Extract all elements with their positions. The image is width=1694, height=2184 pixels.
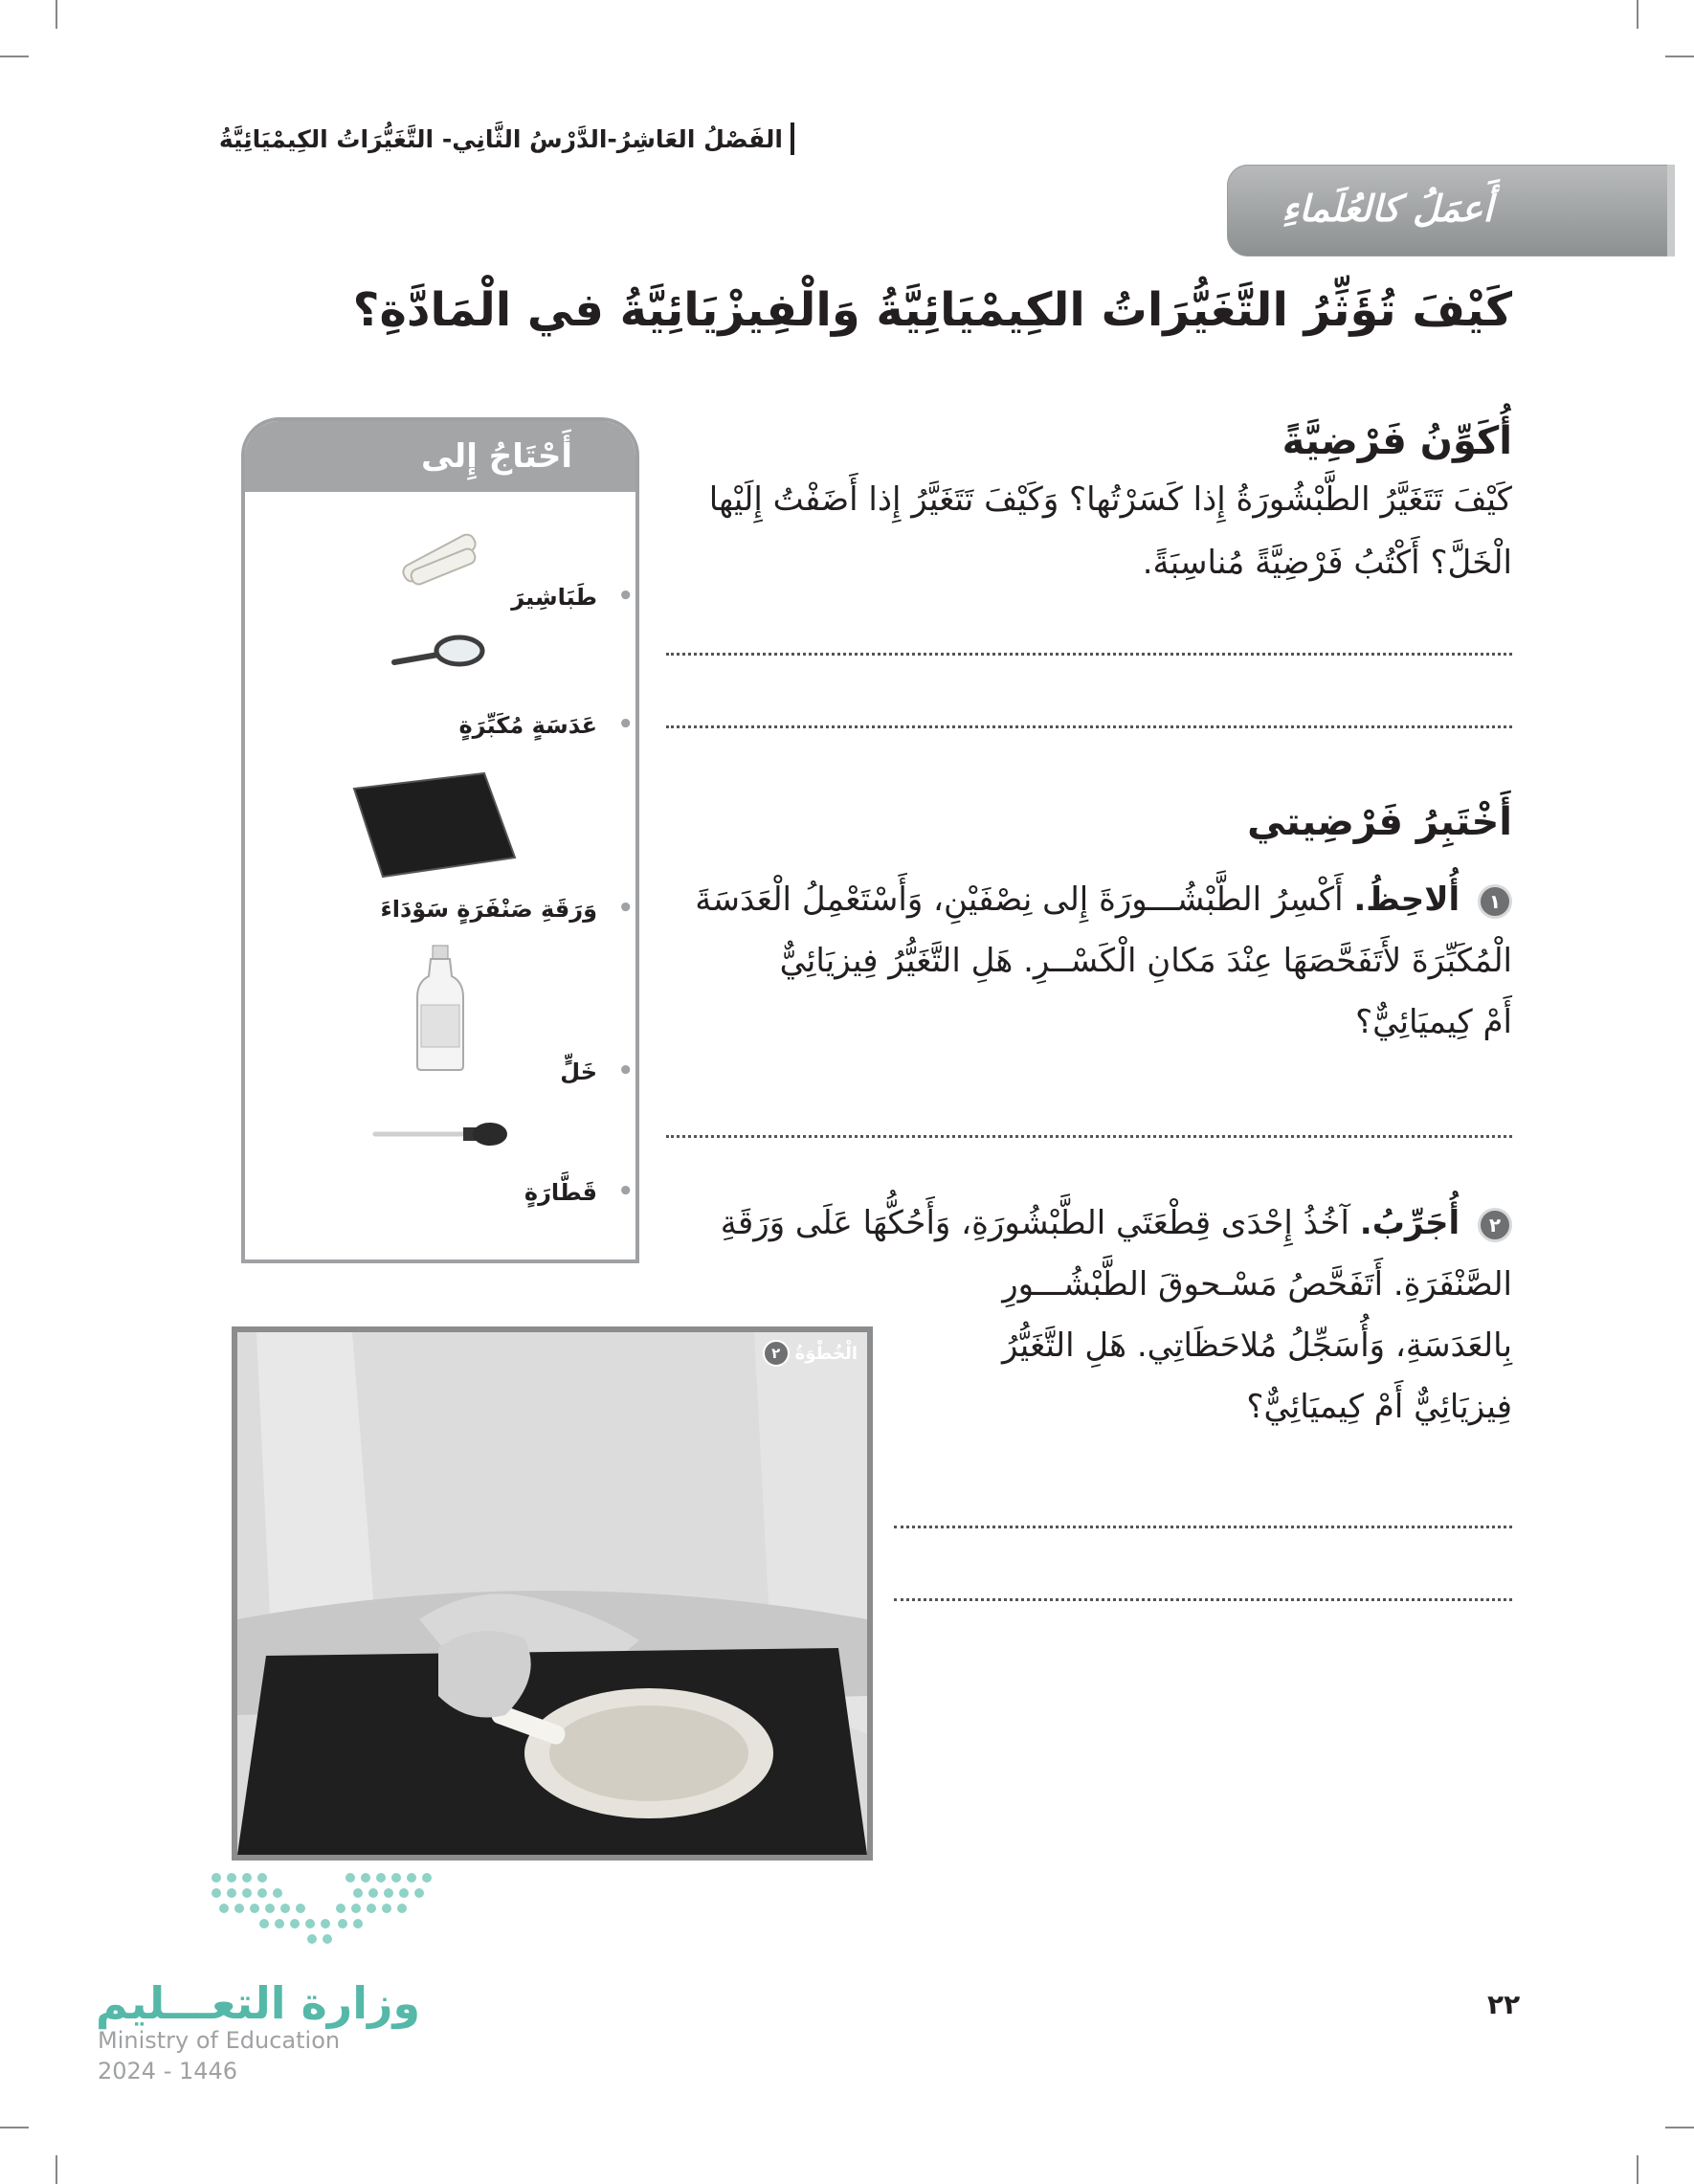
crop-mark	[1665, 56, 1694, 57]
step-1	[632, 869, 1512, 1053]
step-1-line-3: أَمْ كِيميَائِيٌّ؟	[1355, 1003, 1512, 1041]
page-number: ٢٢	[1487, 1989, 1521, 2020]
step-2-line-4: فِيزيَائِيٌّ أَمْ كِيميَائِيٌّ؟	[1246, 1388, 1512, 1426]
step-1-verb: أُلاحِظُ.	[1353, 880, 1460, 919]
hypothesis-line-1: كَيْفَ تَتَغَيَّرُ الطَّبْشُورَةُ إِذا كَسَرْتُها؟ وَكَيْفَ تَتَغَيَّرُ إِذا أَضَفْتُ إِلَيْها	[708, 480, 1512, 519]
crop-mark	[1637, 0, 1638, 29]
materials-box	[241, 417, 639, 1263]
step-number-badge: ٢	[1478, 1208, 1512, 1242]
test-heading: أَخْتَبِرُ فَرْضِيتي	[1247, 800, 1512, 844]
material-item: • عَدَسَةٍ مُكَبِّرَةٍ	[459, 712, 597, 739]
step-1-line-1	[632, 869, 1512, 930]
step-badge	[763, 1340, 858, 1367]
ministry-name-ar: وزارة التعـــليم	[96, 1977, 421, 2029]
step-2-verb: أُجَرِّبُ.	[1359, 1204, 1460, 1242]
ministry-name-en: Ministry of Education	[98, 2027, 341, 2054]
step-2-line-1	[632, 1192, 1512, 1254]
sandpaper-icon	[350, 769, 519, 880]
step-1-line-2: الْمُكَبِّرَةَ لأَتَفَحَّصَهَا عِنْدَ مَكانِ الْكَسْــرِ. هَلِ التَّغَيُّرُ فِيزيَائِيٌّ	[779, 942, 1512, 980]
ministry-dots-icon	[207, 1864, 456, 1960]
section-banner	[1227, 165, 1675, 256]
page-title: كَيْفَ تُؤَثِّرُ التَّغَيُّرَاتُ الكِيمْيَائِيَّةُ وَالْفِيزْيَائِيَّةُ في الْمَادَّةِ؟	[352, 283, 1512, 337]
crop-mark	[0, 56, 29, 57]
answer-line[interactable]	[666, 725, 1512, 728]
materials-heading: أَحْتَاجُ إِلى	[245, 421, 635, 492]
crop-mark	[56, 0, 57, 29]
step-2-text-1: آخُذُ إِحْدَى قِطْعَتَي الطَّبْشُورَةِ، وَأَحُكُّهَا عَلَى وَرَقَةِ	[720, 1204, 1349, 1242]
hypothesis-heading: أُكَوِّنُ فَرْضِيَّةً	[1282, 419, 1512, 463]
hypothesis-line-2: الْخَلَّ؟ أَكْتُبُ فَرْضِيَّةً مُناسِبَةً.	[1142, 544, 1512, 582]
step-2-line-2: الصَّنْفَرَةِ. أَتَفَحَّصُ مَسْـحوقَ الطَّبْشُـــورِ	[1002, 1265, 1512, 1304]
ministry-logo	[92, 1864, 456, 2084]
answer-line[interactable]	[666, 653, 1512, 656]
banner-label: أَعمَلُ كالعُلَماءِ	[1282, 188, 1493, 230]
material-item: • قَطَّارَةٍ	[524, 1179, 597, 1206]
magnifier-icon	[390, 634, 490, 674]
answer-line[interactable]	[894, 1526, 1512, 1528]
edition-year: 2024 - 1446	[98, 2058, 238, 2084]
material-item: • طَبَاشِيرَ	[511, 584, 597, 611]
step-number-badge: ١	[1478, 884, 1512, 919]
crop-mark	[1637, 2155, 1638, 2184]
experiment-photo	[232, 1326, 873, 1861]
crop-mark	[56, 2155, 57, 2184]
answer-line[interactable]	[894, 1598, 1512, 1601]
material-item: • وَرَقَةِ صَنْفَرَةٍ سَوْدَاءَ	[380, 896, 597, 923]
step-badge-label: الْخُطْوَةُ	[794, 1343, 858, 1364]
breadcrumb-text: الفَصْلُ العَاشِرُ-الدَّرْسُ الثَّانِي- التَّغَيُّرَاتُ الكِيمْيَائِيَّةُ	[218, 124, 783, 153]
vinegar-bottle-icon	[413, 944, 467, 1072]
answer-line[interactable]	[666, 1135, 1512, 1138]
crop-mark	[1665, 2127, 1694, 2128]
step-2-line-3: بِالعَدَسَةِ، وَأُسَجِّلُ مُلاحَظَاتِي. هَلِ التَّغَيُّرُ	[1002, 1326, 1512, 1365]
chalk-icon	[389, 528, 494, 586]
dropper-icon	[371, 1118, 511, 1150]
crop-mark	[0, 2127, 29, 2128]
chalk-rubbing-illustration	[237, 1332, 867, 1855]
step-1-text-1: أَكْسِرُ الطَّبْشُـــورَةَ إِلى نِصْفَيْنِ، وَأَسْتَعْمِلُ الْعَدَسَةَ	[695, 880, 1344, 919]
step-badge-number: ٢	[763, 1340, 790, 1367]
material-item: • خَلٍّ	[560, 1059, 597, 1085]
breadcrumb	[219, 123, 794, 155]
breadcrumb-divider	[791, 123, 794, 155]
